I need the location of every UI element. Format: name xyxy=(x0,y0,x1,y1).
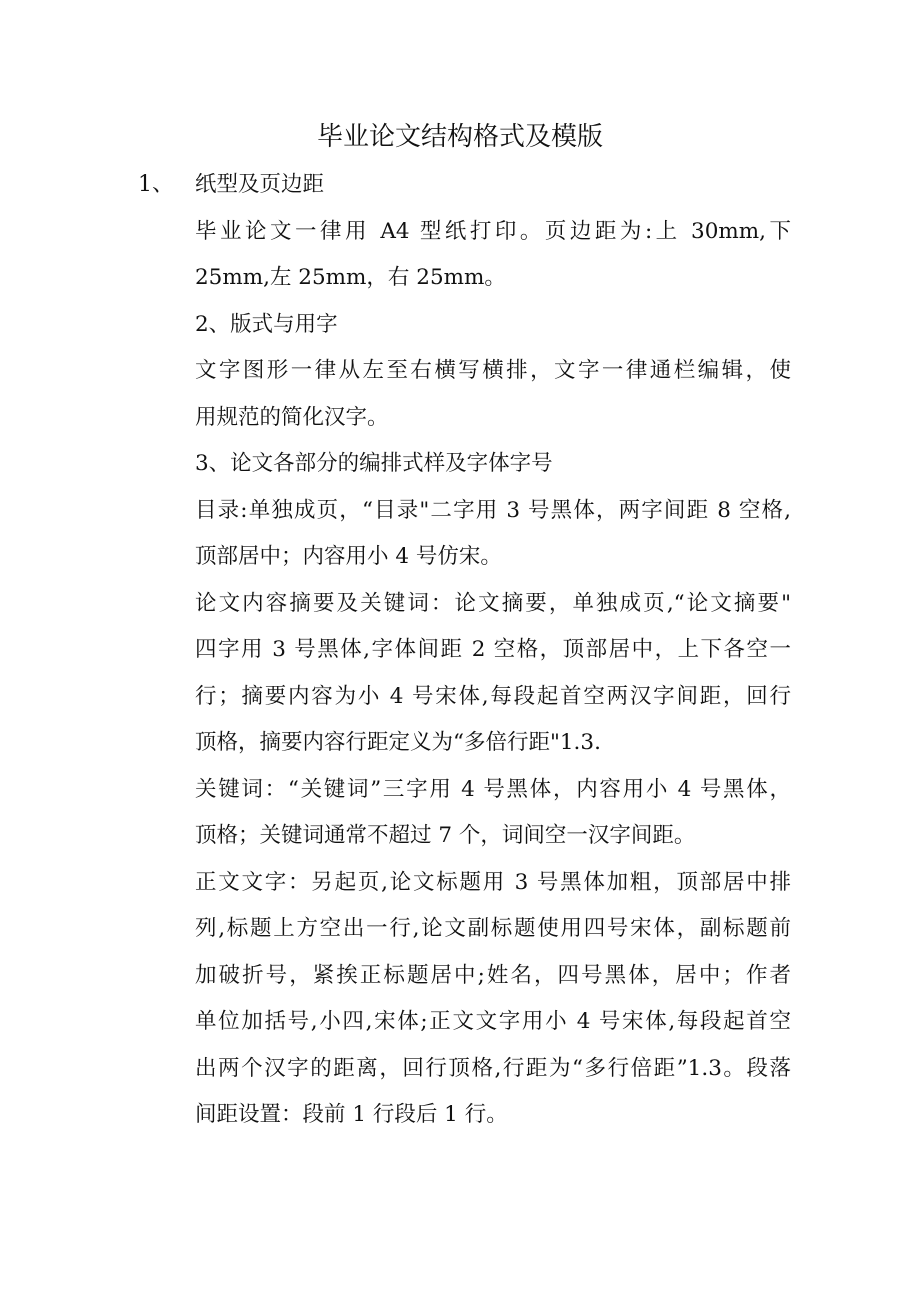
document-body xyxy=(195,162,791,1139)
text-line: 行；摘要内容为小 4 号宋体,每段起首空两汉字间距，回行 xyxy=(195,683,791,709)
text-line: 用规范的简化汉字。 xyxy=(195,404,389,430)
text-line: 纸型及页边距 xyxy=(195,172,325,197)
text-line: 四字用 3 号黑体,字体间距 2 空格，顶部居中，上下各空一 xyxy=(195,637,791,662)
text-line: 2、版式与用字 xyxy=(195,311,338,337)
text-line: 间距设置：段前 1 行段后 1 行。 xyxy=(195,1102,508,1127)
text-line: 单位加括号,小四,宋体;正文文字用小 4 号宋体,每段起首空 xyxy=(195,1009,791,1034)
text-line: 目录:单独成页，“目录"二字用 3 号黑体，两字间距 8 空格, xyxy=(195,497,791,523)
section-number: 1、 xyxy=(138,172,174,197)
text-line: 25mm,左 25mm，右 25mm。 xyxy=(195,265,506,290)
text-line: 列,标题上方空出一行,论文副标题使用四号宋体，副标题前 xyxy=(195,916,791,941)
text-line: 毕业论文一律用 A4 型纸打印。页边距为:上 30mm,下 xyxy=(195,218,791,244)
document-title: 毕业论文结构格式及模版 xyxy=(316,122,603,152)
text-line: 顶格；关键词通常不超过 7 个，词间空一汉字间距。 xyxy=(195,823,696,848)
text-line: 加破折号，紧挨正标题居中;姓名，四号黑体，居中；作者 xyxy=(195,962,791,988)
text-line: 顶格，摘要内容行距定义为“多倍行距"1.3. xyxy=(195,730,601,755)
text-line: 论文内容摘要及关键词：论文摘要，单独成页,“论文摘要" xyxy=(195,590,791,616)
text-line: 文字图形一律从左至右横写横排，文字一律通栏编辑，使 xyxy=(195,358,791,383)
text-line: 顶部居中；内容用小 4 号仿宋。 xyxy=(195,544,502,569)
text-line: 正文文字：另起页,论文标题用 3 号黑体加粗，顶部居中排 xyxy=(195,869,791,895)
text-line: 出两个汉字的距离，回行顶格,行距为“多行倍距”1.3。段落 xyxy=(195,1055,791,1081)
text-line: 3、论文各部分的编排式样及字体字号 xyxy=(195,451,553,476)
text-line: 关键词：“关键词”三字用 4 号黑体，内容用小 4 号黑体， xyxy=(195,776,791,802)
